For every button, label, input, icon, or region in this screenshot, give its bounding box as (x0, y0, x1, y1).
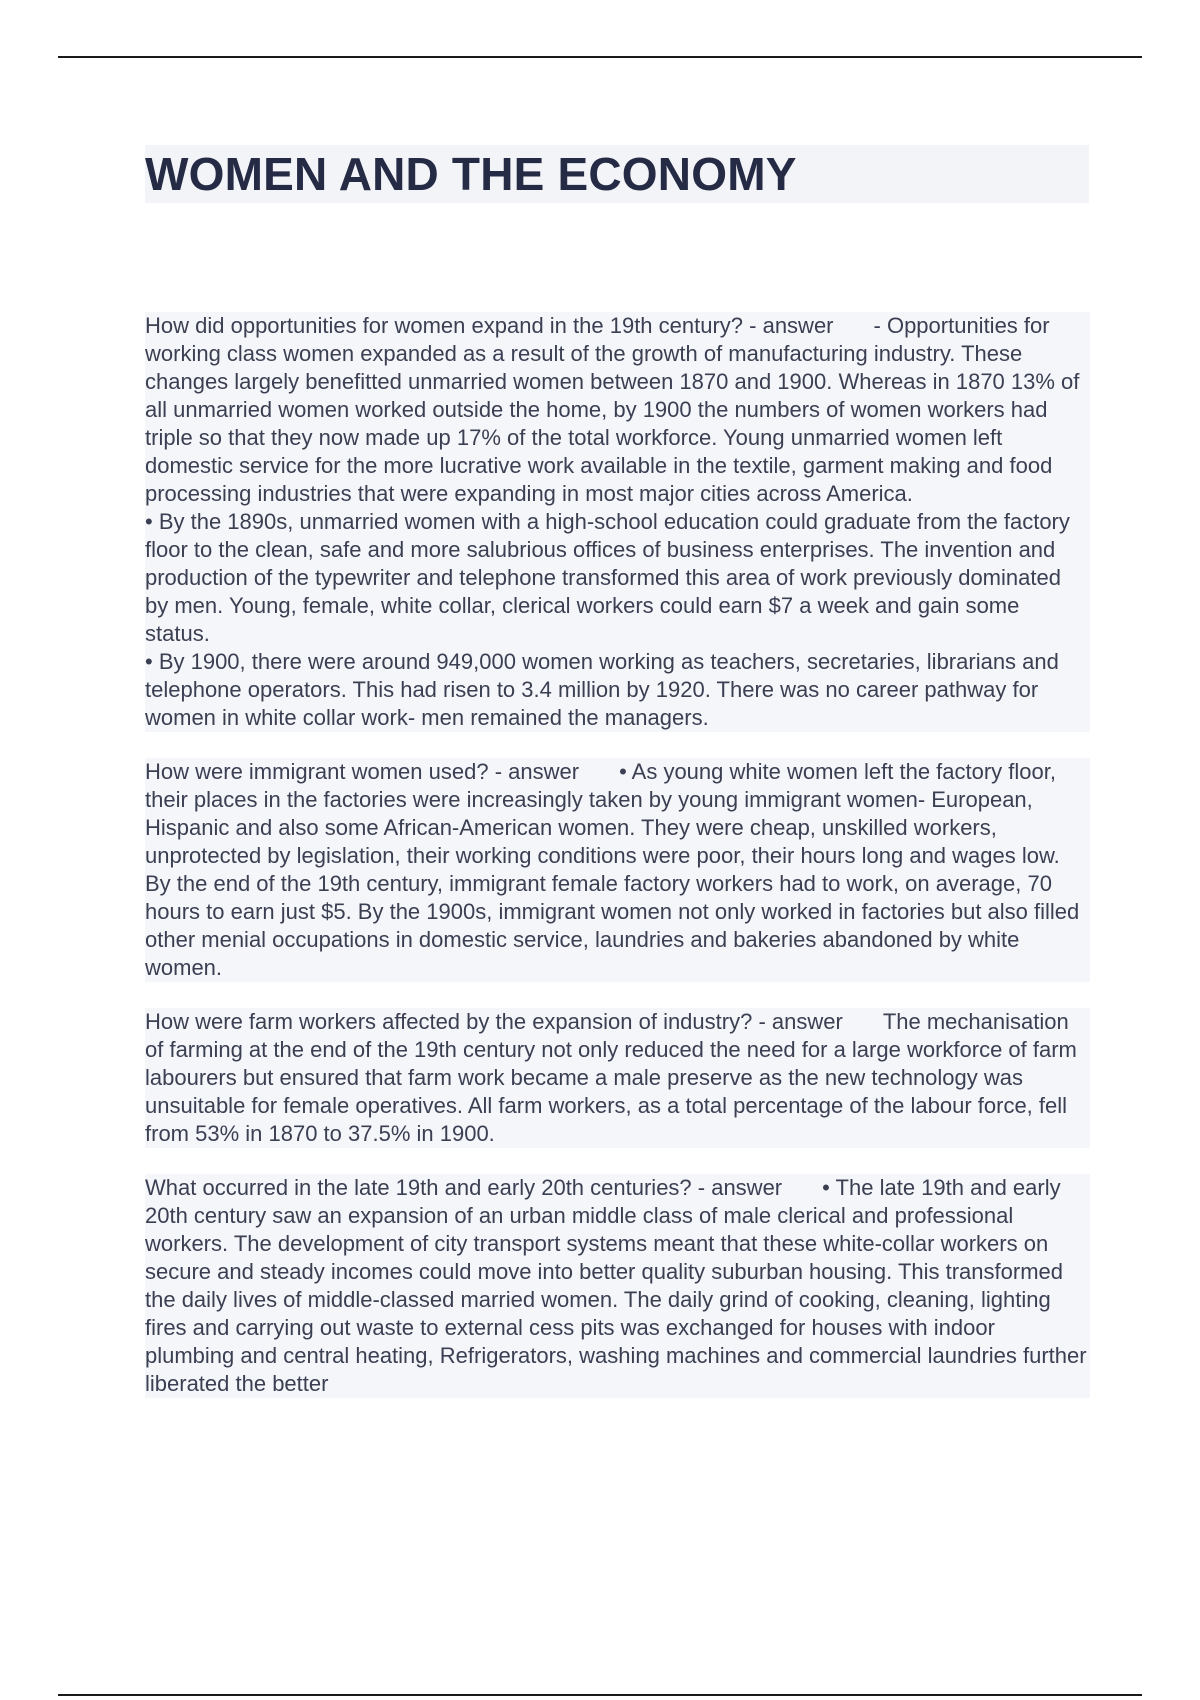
qa-text (145, 1008, 1090, 1148)
answer: Opportunities for working class women expanded as a result of the growth of manufacturing industry. These changes largely benefitted unmarried women between 1870 and 1900. Whereas in 1870 13% of all unmarried women worked outside the home, by 1900 the numbers of women workers had triple so that they now made up 17% of the total workforce. Young unmarried women left domestic service for the more lucrative work available in the textile, garment making and food processing industries that were expanding in most major cities across America. (145, 313, 1080, 506)
qa-block-opportunities (145, 312, 1090, 732)
qa-block-late-19th (145, 1174, 1090, 1398)
question: How did opportunities for women expand in the 19th century? - answer (145, 313, 834, 338)
document-body (145, 312, 1090, 1398)
question: How were immigrant women used? - answer (145, 759, 580, 784)
answer: • As young white women left the factory floor, their places in the factories were increasingly taken by young immigrant women- European, Hispanic and also some African-American women. They were cheap, unskilled workers, unprotected by legislation, their working conditions were poor, their hours long and wages low. By the end of the 19th century, immigrant female factory workers had to work, on average, 70 hours to earn just $5. By the 1900s, immigrant women not only worked in factories but also filled other menial occupations in domestic service, laundries and bakeries abandoned by white women. (145, 759, 1080, 980)
top-rule (58, 56, 1142, 58)
qa-block-immigrant-women (145, 758, 1090, 982)
question: What occurred in the late 19th and early 20th centuries? - answer (145, 1175, 783, 1200)
qa-text (145, 1174, 1090, 1398)
document-title: WOMEN AND THE ECONOMY (145, 145, 1089, 203)
answer: The mechanisation of farming at the end of the 19th century not only reduced the need for a large workforce of farm labourers but ensured that farm work became a male preserve as the new technology was unsuitable for female operatives. All farm workers, as a total percentage of the labour force, fell from 53% in 1870 to 37.5% in 1900. (145, 1009, 1077, 1146)
bottom-rule (58, 1694, 1142, 1696)
bullet-item: • By 1900, there were around 949,000 women working as teachers, secretaries, librarians and telephone operators. This had risen to 3.4 million by 1920. There was no career pathway for women in white collar work- men remained the managers. (145, 649, 1059, 730)
bullet-item: • By the 1890s, unmarried women with a high-school education could graduate from the factory floor to the clean, safe and more salubrious offices of business enterprises. The invention and production of the typewriter and telephone transformed this area of work previously dominated by men. Young, female, white collar, clerical workers could earn $7 a week and gain some status. (145, 509, 1070, 646)
qa-block-farm-workers (145, 1008, 1090, 1148)
qa-text (145, 312, 1090, 508)
question: How were farm workers affected by the expansion of industry? - answer (145, 1009, 843, 1034)
qa-text (145, 758, 1090, 982)
answer: • The late 19th and early 20th century saw an expansion of an urban middle class of male clerical and professional workers. The development of city transport systems meant that these white-collar workers on secure and steady incomes could move into better quality suburban housing. This transformed the daily lives of middle-classed married women. The daily grind of cooking, cleaning, lighting fires and carrying out waste to external cess pits was exchanged for houses with indoor plumbing and central heating, Refrigerators, washing machines and commercial laundries further liberated the better (145, 1175, 1087, 1396)
answer-lead: - (873, 313, 881, 338)
